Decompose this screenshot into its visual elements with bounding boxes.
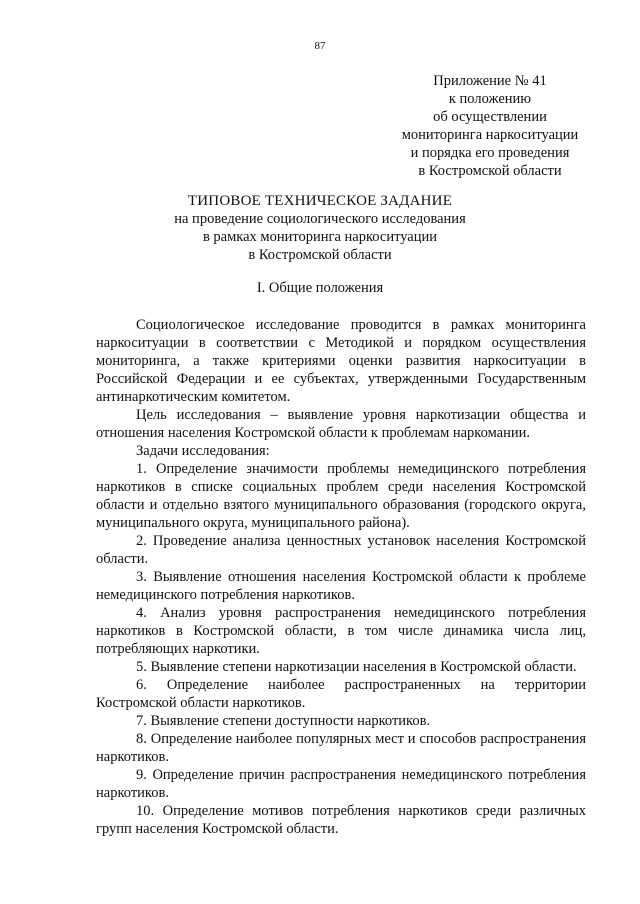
main-title: ТИПОВОЕ ТЕХНИЧЕСКОЕ ЗАДАНИЕ [187,193,453,209]
section-heading: I. Общие положения [256,280,384,296]
subtitle-line: на проведение социологического исследования [174,211,466,227]
paragraph: Социологическое исследование проводится в рамках мониторинга наркоситуации в соответствии с Методикой и порядком осуществления мониторинга, а также критериями оценки развития наркоситуации в Российской Федерации и ее субъектах, утвержденными Государственным антинаркотическим комитетом. [96,317,586,405]
document-body [96,316,586,838]
task-item: 1. Определение значимости проблемы немедицинского потребления наркотиков в списке социальных проблем среди населения Костромской области и отдельно взятого муниципального образования (городского округа, муниципального округа, муниципального района). [96,461,586,531]
task-item: 9. Определение причин распространения немедицинского потребления наркотиков. [96,767,586,801]
task-item: 7. Выявление степени доступности наркотиков. [136,713,431,729]
task-item: 5. Выявление степени наркотизации населения в Костромской области. [136,659,577,675]
document-title [80,192,560,264]
appendix-reference [370,72,610,180]
task-item: 8. Определение наиболее популярных мест и способов распространения наркотиков. [96,731,586,765]
appendix-line: и порядка его проведения [410,145,570,161]
appendix-line: в Костромской области [418,163,562,179]
appendix-line: об осуществлении [433,109,547,125]
task-item: 10. Определение мотивов потребления наркотиков среди различных групп населения Костромской области. [96,803,586,837]
appendix-line: мониторинга наркоситуации [401,127,579,143]
subtitle-line: в Костромской области [248,247,392,263]
subtitle-line: в рамках мониторинга наркоситуации [202,229,438,245]
task-item: 6. Определение наиболее распространенных на территории Костромской области наркотиков. [96,677,586,711]
appendix-line: к положению [448,91,532,107]
page-number: 87 [314,40,326,52]
paragraph: Задачи исследования: [136,443,270,459]
task-item: 2. Проведение анализа ценностных установок населения Костромской области. [96,533,586,567]
task-item: 4. Анализ уровня распространения немедицинского потребления наркотиков в Костромской области, в том числе динамика числа лиц, потребляющих наркотики. [96,605,586,657]
appendix-line: Приложение № 41 [433,73,547,89]
paragraph: Цель исследования – выявление уровня наркотизации общества и отношения населения Костромской области к проблемам наркомании. [96,407,586,441]
task-item: 3. Выявление отношения населения Костромской области к проблеме немедицинского потребления наркотиков. [96,569,586,603]
